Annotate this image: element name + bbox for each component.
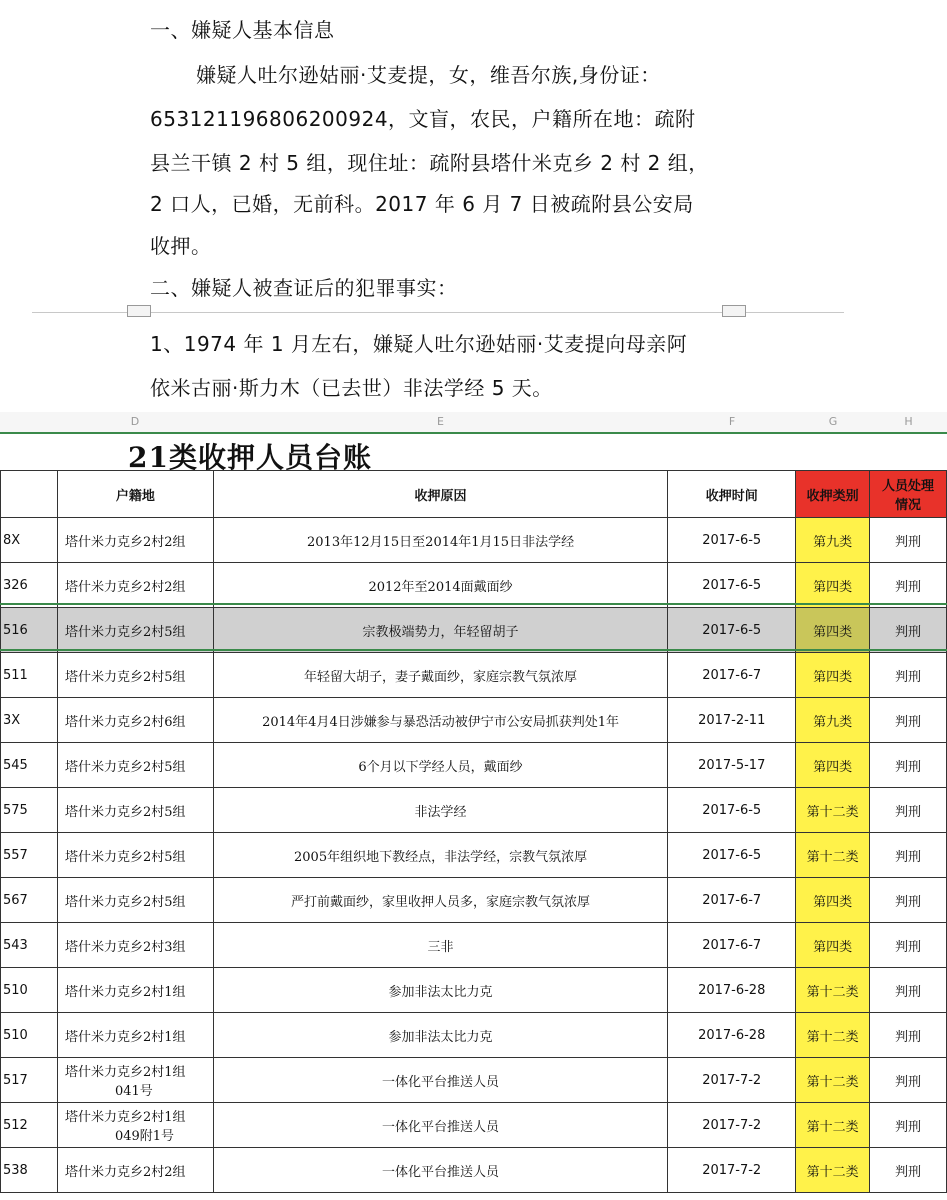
column-letter[interactable]: D xyxy=(130,415,140,428)
cell-id[interactable]: 510 xyxy=(1,1013,58,1058)
header-reason[interactable]: 收押原因 xyxy=(213,471,667,518)
grid-border xyxy=(0,432,947,434)
table-row[interactable] xyxy=(1,923,947,968)
header-time[interactable]: 收押时间 xyxy=(668,471,796,518)
hukou-line: 塔什米力克乡2村5组 xyxy=(64,849,186,865)
cell-reason[interactable]: 一体化平台推送人员 xyxy=(213,1103,667,1148)
cell-hukou[interactable] xyxy=(57,1058,213,1103)
cell-hukou[interactable] xyxy=(57,878,213,923)
cell-id[interactable]: 512 xyxy=(1,1103,58,1148)
table-row[interactable] xyxy=(1,788,947,833)
cell-category[interactable]: 第九类 xyxy=(796,698,870,743)
table-row[interactable] xyxy=(1,743,947,788)
cell-reason[interactable]: 6个月以下学经人员，戴面纱 xyxy=(213,743,667,788)
cell-reason[interactable]: 严打前戴面纱，家里收押人员多，家庭宗教气氛浓厚 xyxy=(213,878,667,923)
cell-time[interactable]: 2017-6-5 xyxy=(668,788,796,833)
table-row[interactable] xyxy=(1,563,947,608)
cell-category[interactable]: 第十二类 xyxy=(796,833,870,878)
column-letter[interactable]: H xyxy=(904,415,913,428)
cell-id[interactable]: 538 xyxy=(1,1148,58,1193)
cell-status[interactable]: 判刑 xyxy=(870,608,947,653)
hukou-line2: 049附1号 xyxy=(114,1129,175,1144)
table-row[interactable] xyxy=(1,1013,947,1058)
cell-status[interactable]: 判刑 xyxy=(870,563,947,608)
cell-reason[interactable]: 三非 xyxy=(213,923,667,968)
cell-status[interactable]: 判刑 xyxy=(870,1013,947,1058)
cell-id[interactable]: 3X xyxy=(1,698,58,743)
cell-time[interactable]: 2017-7-2 xyxy=(668,1058,796,1103)
cell-status[interactable]: 判刑 xyxy=(870,743,947,788)
selection-border xyxy=(0,649,947,651)
hukou-line2: 041号 xyxy=(114,1084,153,1099)
cell-id[interactable]: 516 xyxy=(1,608,58,653)
header-status-line2: 情况 xyxy=(895,498,922,513)
cell-hukou[interactable] xyxy=(57,1103,213,1148)
cell-reason[interactable]: 2013年12月15日至2014年1月15日非法学经 xyxy=(213,518,667,563)
hukou-line: 塔什米力克乡2村2组 xyxy=(64,534,186,550)
header-status-line1: 人员处理 xyxy=(882,479,935,494)
cell-reason[interactable]: 2014年4月4日涉嫌参与暴恐活动被伊宁市公安局抓获判处1年 xyxy=(213,698,667,743)
hukou-line: 塔什米力克乡2村5组 xyxy=(64,624,186,640)
fact-line: 1、1974 年 1 月左右，嫌疑人吐尔逊姑丽·艾麦提向母亲阿 xyxy=(150,332,688,356)
cell-hukou[interactable] xyxy=(57,743,213,788)
table-row[interactable] xyxy=(1,833,947,878)
hukou-line: 塔什米力克乡2村1组 xyxy=(64,1065,186,1080)
cell-time[interactable]: 2017-6-28 xyxy=(668,1013,796,1058)
cell-category[interactable]: 第九类 xyxy=(796,518,870,563)
cell-id[interactable]: 543 xyxy=(1,923,58,968)
cell-status[interactable]: 判刑 xyxy=(870,923,947,968)
hukou-line: 塔什米力克乡2村3组 xyxy=(64,939,186,955)
selection-border xyxy=(0,603,947,605)
hukou-line: 塔什米力克乡2村5组 xyxy=(64,894,186,910)
sheet-title: 21类收押人员台账 xyxy=(128,441,372,474)
header-hukou[interactable]: 户籍地 xyxy=(57,471,213,518)
cell-reason[interactable]: 年轻留大胡子，妻子戴面纱，家庭宗教气氛浓厚 xyxy=(213,653,667,698)
table-row[interactable] xyxy=(1,608,947,653)
cell-status[interactable]: 判刑 xyxy=(870,833,947,878)
cell-id[interactable]: 575 xyxy=(1,788,58,833)
cell-status[interactable]: 判刑 xyxy=(870,518,947,563)
cell-hukou[interactable] xyxy=(57,788,213,833)
hukou-line: 塔什米力克乡2村6组 xyxy=(64,714,186,730)
cell-time[interactable]: 2017-2-11 xyxy=(668,698,796,743)
cell-status[interactable]: 判刑 xyxy=(870,788,947,833)
fact-line: 依米古丽·斯力木（已去世）非法学经 5 天。 xyxy=(150,376,553,400)
cell-hukou[interactable] xyxy=(57,518,213,563)
hukou-line: 塔什米力克乡2村2组 xyxy=(64,1164,186,1180)
cell-id[interactable]: 511 xyxy=(1,653,58,698)
cell-time[interactable]: 2017-6-5 xyxy=(668,833,796,878)
cell-hukou[interactable] xyxy=(57,968,213,1013)
cell-category[interactable]: 第十二类 xyxy=(796,968,870,1013)
cell-time[interactable]: 2017-7-2 xyxy=(668,1103,796,1148)
cell-reason[interactable]: 宗教极端势力，年轻留胡子 xyxy=(213,608,667,653)
cell-reason[interactable]: 参加非法太比力克 xyxy=(213,968,667,1013)
column-letter[interactable]: F xyxy=(728,415,736,428)
cell-hukou[interactable] xyxy=(57,653,213,698)
cell-hukou[interactable] xyxy=(57,923,213,968)
cell-status[interactable]: 判刑 xyxy=(870,1058,947,1103)
cell-hukou[interactable] xyxy=(57,563,213,608)
header-status[interactable] xyxy=(870,471,947,518)
cell-status[interactable]: 判刑 xyxy=(870,878,947,923)
hukou-line: 塔什米力克乡2村1组 xyxy=(64,1110,186,1125)
cell-hukou[interactable] xyxy=(57,698,213,743)
cell-reason[interactable]: 2005年组织地下教经点，非法学经，宗教气氛浓厚 xyxy=(213,833,667,878)
cell-reason[interactable]: 2012年至2014面戴面纱 xyxy=(213,563,667,608)
cell-reason[interactable]: 一体化平台推送人员 xyxy=(213,1148,667,1193)
table-row[interactable] xyxy=(1,1103,947,1148)
cell-category[interactable]: 第四类 xyxy=(796,653,870,698)
cell-status[interactable]: 判刑 xyxy=(870,968,947,1013)
hukou-line: 塔什米力克乡2村5组 xyxy=(64,669,186,685)
document-page xyxy=(0,0,947,412)
margin-marker xyxy=(127,305,151,317)
cell-hukou[interactable] xyxy=(57,608,213,653)
cell-id[interactable]: 326 xyxy=(1,563,58,608)
header-id xyxy=(1,471,58,518)
cell-id[interactable]: 545 xyxy=(1,743,58,788)
cell-category[interactable]: 第四类 xyxy=(796,743,870,788)
cell-category[interactable]: 第四类 xyxy=(796,878,870,923)
hukou-line: 塔什米力克乡2村1组 xyxy=(64,984,186,1000)
paragraph-line: 2 口人，已婚，无前科。2017 年 6 月 7 日被疏附县公安局 xyxy=(150,192,694,216)
section1-heading: 一、嫌疑人基本信息 xyxy=(150,18,335,42)
cell-status[interactable]: 判刑 xyxy=(870,653,947,698)
paragraph-line: 653121196806200924，文盲，农民，户籍所在地：疏附 xyxy=(150,107,696,131)
cell-id[interactable]: 517 xyxy=(1,1058,58,1103)
cell-status[interactable]: 判刑 xyxy=(870,1103,947,1148)
cell-reason[interactable]: 一体化平台推送人员 xyxy=(213,1058,667,1103)
cell-reason[interactable]: 参加非法太比力克 xyxy=(213,1013,667,1058)
table-row[interactable] xyxy=(1,968,947,1013)
cell-id[interactable]: 567 xyxy=(1,878,58,923)
cell-time[interactable]: 2017-6-7 xyxy=(668,653,796,698)
hukou-line: 塔什米力克乡2村2组 xyxy=(64,579,186,595)
paragraph-line: 嫌疑人吐尔逊姑丽·艾麦提，女，维吾尔族,身份证： xyxy=(196,63,661,87)
paragraph-line: 县兰干镇 2 村 5 组，现住址：疏附县塔什米克乡 2 村 2 组， xyxy=(150,151,709,175)
detainee-table xyxy=(0,470,947,1193)
column-letter[interactable]: G xyxy=(828,415,838,428)
table-row[interactable] xyxy=(1,1148,947,1193)
cell-status[interactable]: 判刑 xyxy=(870,1148,947,1193)
paragraph-line: 收押。 xyxy=(150,234,212,258)
table-header-row xyxy=(1,471,947,518)
cell-category[interactable]: 第十二类 xyxy=(796,1148,870,1193)
cell-time[interactable]: 2017-6-7 xyxy=(668,878,796,923)
hukou-line: 塔什米力克乡2村5组 xyxy=(64,804,186,820)
cell-category[interactable]: 第四类 xyxy=(796,563,870,608)
spreadsheet xyxy=(0,412,947,1200)
cell-time[interactable]: 2017-6-5 xyxy=(668,563,796,608)
cell-id[interactable]: 8X xyxy=(1,518,58,563)
cell-time[interactable]: 2017-6-7 xyxy=(668,923,796,968)
cell-id[interactable]: 557 xyxy=(1,833,58,878)
section2-heading: 二、嫌疑人被查证后的犯罪事实： xyxy=(150,276,458,300)
cell-time[interactable]: 2017-5-17 xyxy=(668,743,796,788)
table-row[interactable] xyxy=(1,878,947,923)
cell-category[interactable]: 第四类 xyxy=(796,923,870,968)
cell-time[interactable]: 2017-6-5 xyxy=(668,608,796,653)
cell-reason[interactable]: 非法学经 xyxy=(213,788,667,833)
cell-category[interactable]: 第十二类 xyxy=(796,1058,870,1103)
header-category[interactable]: 收押类别 xyxy=(796,471,870,518)
margin-marker xyxy=(722,305,746,317)
hukou-line: 塔什米力克乡2村5组 xyxy=(64,759,186,775)
cell-hukou[interactable] xyxy=(57,1148,213,1193)
cell-category[interactable]: 第十二类 xyxy=(796,788,870,833)
cell-category[interactable]: 第十二类 xyxy=(796,1103,870,1148)
cell-time[interactable]: 2017-7-2 xyxy=(668,1148,796,1193)
cell-category[interactable]: 第四类 xyxy=(796,608,870,653)
cell-hukou[interactable] xyxy=(57,1013,213,1058)
cell-id[interactable]: 510 xyxy=(1,968,58,1013)
hukou-line: 塔什米力克乡2村1组 xyxy=(64,1029,186,1045)
table-row[interactable] xyxy=(1,653,947,698)
cell-hukou[interactable] xyxy=(57,833,213,878)
table-row[interactable] xyxy=(1,518,947,563)
table-row[interactable] xyxy=(1,1058,947,1103)
cell-status[interactable]: 判刑 xyxy=(870,698,947,743)
cell-category[interactable]: 第十二类 xyxy=(796,1013,870,1058)
cell-time[interactable]: 2017-6-5 xyxy=(668,518,796,563)
table-row[interactable] xyxy=(1,698,947,743)
column-letter[interactable]: E xyxy=(437,415,444,428)
cell-time[interactable]: 2017-6-28 xyxy=(668,968,796,1013)
